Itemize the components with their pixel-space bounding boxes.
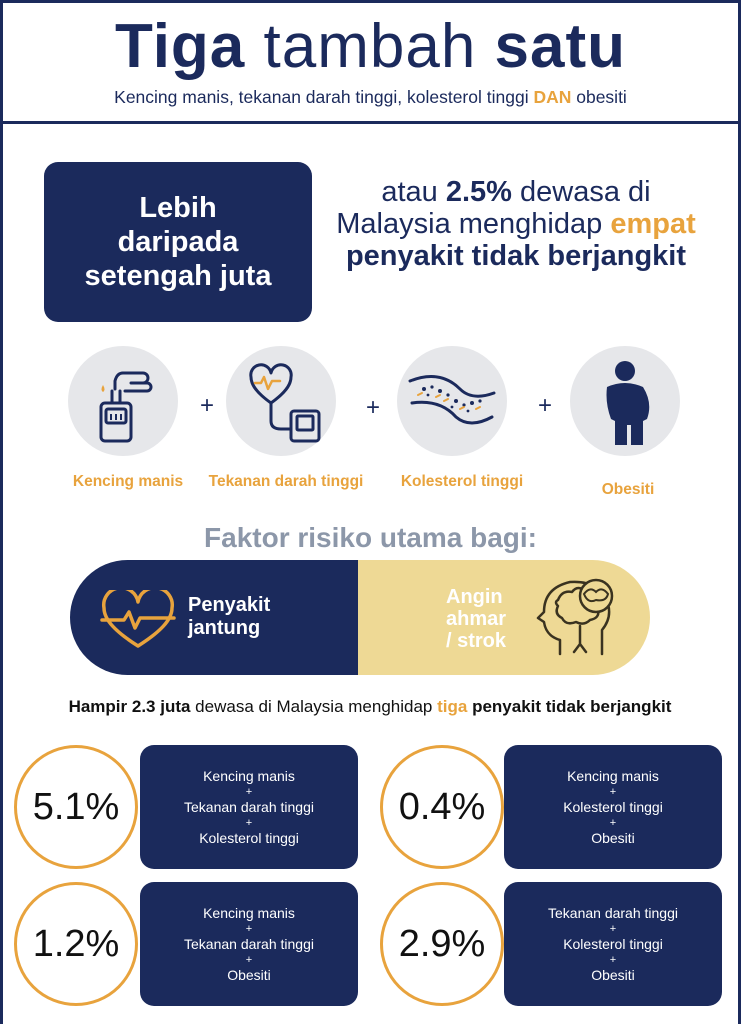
disease-label-obesiti: Obesiti (601, 481, 655, 498)
plus-sign-1: + (200, 392, 215, 419)
title-word-tambah: tambah (245, 12, 495, 81)
risk-heart-panel (70, 560, 358, 675)
subtitle-end: obesiti (571, 87, 627, 107)
combo3-plus2: + (245, 953, 253, 966)
highlight-box (44, 162, 312, 322)
combo2-item2: Kolesterol tinggi (563, 798, 663, 815)
statement-accent: empat (610, 208, 696, 240)
combo3-item1: Kencing manis (203, 904, 295, 921)
risk-pill (70, 560, 650, 675)
combo3-item2: Tekanan darah tinggi (184, 935, 314, 952)
combo-percent-3: 1.2% (14, 882, 138, 1006)
page-title (0, 10, 741, 84)
disease-label-tekanan-darah: Tekanan darah tinggi (208, 473, 364, 490)
combo-percent-2: 0.4% (380, 745, 504, 869)
combo-box-1 (140, 745, 358, 869)
title-word-tiga: Tiga (114, 12, 246, 81)
statement-bold: penyakit tidak berjangkit (345, 240, 687, 272)
statement-percent: 2.5% (445, 176, 512, 208)
risk-title: Faktor risiko utama bagi: (204, 522, 537, 553)
statement-mid: dewasa di Malaysia menghidap (336, 176, 651, 240)
subtitle-main: Kencing manis, tekanan darah tinggi, kolesterol tinggi (114, 87, 534, 107)
three-heading-accent: tiga (437, 697, 468, 716)
highlight-statement (330, 176, 702, 272)
combo2-plus1: + (609, 785, 617, 798)
subtitle-dan: DAN (533, 87, 572, 107)
combo-percent-1: 5.1% (14, 745, 138, 869)
disease-label-kencing-manis: Kencing manis (72, 473, 184, 490)
combo4-plus1: + (609, 922, 617, 935)
three-diseases-heading (40, 697, 700, 717)
risk-heart-label: Penyakit jantung (188, 594, 271, 639)
combo-box-2 (504, 745, 722, 869)
combo1-item2: Tekanan darah tinggi (184, 798, 314, 815)
combo4-item1: Tekanan darah tinggi (548, 904, 678, 921)
header (0, 0, 741, 124)
combo2-plus2: + (609, 816, 617, 829)
obese-person-icon (570, 346, 680, 456)
blood-pressure-monitor-icon (226, 346, 336, 456)
combo1-plus2: + (245, 816, 253, 829)
heart-pulse-icon (98, 590, 178, 650)
combo2-item3: Obesiti (591, 829, 635, 846)
risk-stroke-label: Angin ahmar / strok (446, 586, 507, 652)
disease-label-kolesterol: Kolesterol tinggi (400, 473, 524, 490)
combo1-plus1: + (245, 785, 253, 798)
highlight-box-text: Lebih daripada setengah juta (84, 192, 272, 292)
combo3-item3: Obesiti (227, 966, 271, 983)
combo-box-4 (504, 882, 722, 1006)
page-subtitle (0, 86, 741, 108)
combo3-plus1: + (245, 922, 253, 935)
combo2-item1: Kencing manis (567, 767, 659, 784)
combo4-plus2: + (609, 953, 617, 966)
combo1-item3: Kolesterol tinggi (199, 829, 299, 846)
three-heading-bold2: penyakit tidak berjangkit (467, 697, 672, 716)
three-heading-bold1: Hampir 2.3 juta (68, 697, 191, 716)
artery-plaque-icon (397, 346, 507, 456)
plus-sign-3: + (538, 392, 553, 419)
risk-stroke-panel (358, 560, 650, 675)
combo4-item3: Obesiti (591, 966, 635, 983)
glucose-meter-icon (68, 346, 178, 456)
statement-pre: atau (381, 176, 446, 208)
combo1-item1: Kencing manis (203, 767, 295, 784)
three-heading-text: dewasa di Malaysia menghidap (190, 697, 438, 716)
combo-box-3 (140, 882, 358, 1006)
plus-sign-2: + (366, 394, 381, 421)
combo-percent-4: 2.9% (380, 882, 504, 1006)
combo4-item2: Kolesterol tinggi (563, 935, 663, 952)
brain-head-icon (536, 576, 626, 660)
title-word-satu: satu (494, 12, 627, 81)
